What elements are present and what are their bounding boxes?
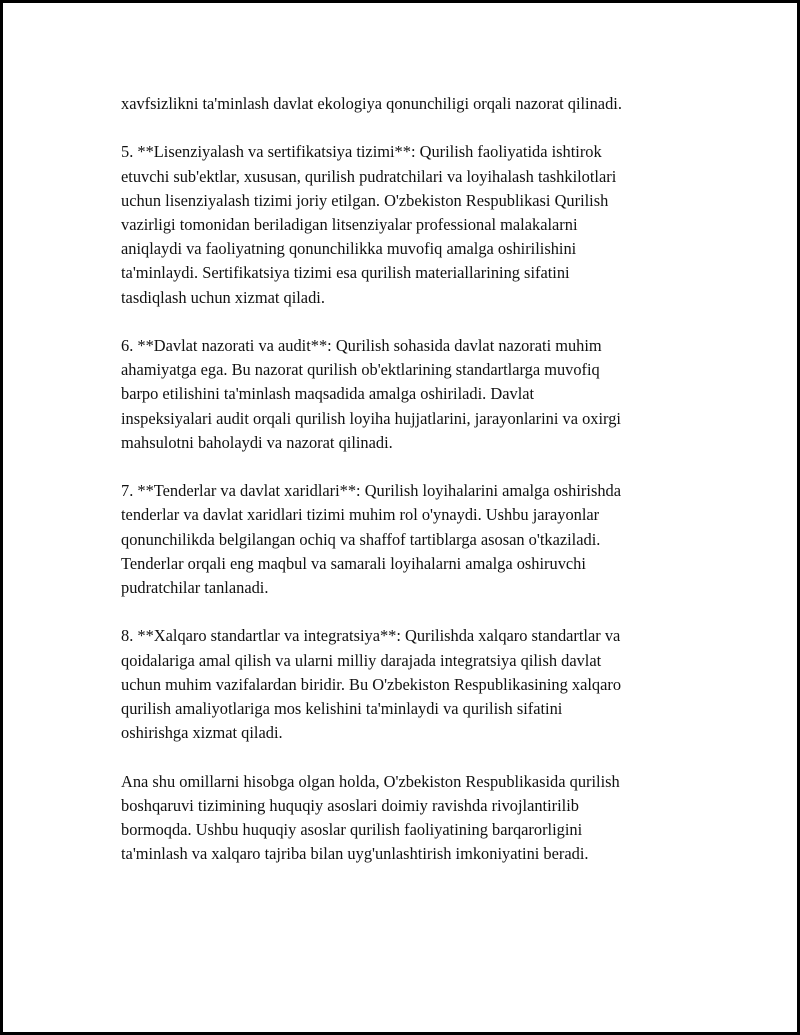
paragraph-item-8-international-standards: 8. **Xalqaro standartlar va integratsiya**: Qurilishda xalqaro standartlar va qoidalariga amal qilish va ularni milliy darajada integratsiya qilish davlat uchun muhim vazifalardan biridir. Bu O'zbekiston Respublikasining xalqaro qurilish amaliyotlariga mos kelishini ta'minlaydi va qurilish sifatini oshirishga xizmat qiladi.: [121, 626, 622, 743]
document-body: [121, 92, 696, 891]
paragraph-item-6-state-control: 6. **Davlat nazorati va audit**: Qurilish sohasida davlat nazorati muhim ahamiyatga ega. Bu nazorat qurilish ob'ektlarining standartlarga muvofiq barpo etilishini ta'minlash maqsadida amalga oshiriladi. Davlat inspeksiyalari audit orqali qurilish loyiha hujjatlarini, jarayonlarini va oxirgi mahsulotni baholaydi va nazorat qilinadi.: [121, 336, 621, 452]
paragraph-item-5-licensing: 5. **Lisenziyalash va sertifikatsiya tizimi**: Qurilish faoliyatida ishtirok etuvchi sub'ektlar, xususan, qurilish pudratchilari va loyihalash tashkilotlari uchun lisenziyalash tizimi joriy etilgan. O'zbekiston Respublikasi Qurilish vazirligi tomonidan beriladigan litsenziyalar professional malakalarni aniqlaydi va faoliyatning qonunchilikka muvofiq amalga oshirilishini ta'minlaydi. Sertifikatsiya tizimi esa qurilish materiallarining sifatini tasdiqlash uchun xizmat qiladi.: [121, 142, 617, 307]
paragraph-conclusion: Ana shu omillarni hisobga olgan holda, O'zbekiston Respublikasida qurilish boshqaruvi tizimining huquqiy asoslari doimiy ravishda rivojlantirilib bormoqda. Ushbu huquqiy asoslar qurilish faoliyatining barqarorligini ta'minlash va xalqaro tajriba bilan uyg'unlashtirish imkoniyatini beradi.: [121, 771, 620, 864]
paragraph-continuation: xavfsizlikni ta'minlash davlat ekologiya qonunchiligi orqali nazorat qilinadi.: [121, 94, 622, 113]
paragraph-item-7-tenders: 7. **Tenderlar va davlat xaridlari**: Qurilish loyihalarini amalga oshirishda tenderlar va davlat xaridlari tizimi muhim rol o'ynaydi. Ushbu jarayonlar qonunchilikda belgilangan ochiq va shaffof tartiblarga asosan o'tkaziladi. Tenderlar orqali eng maqbul va samarali loyihalarni amalga oshiruvchi pudratchilar tanlanadi.: [121, 481, 621, 598]
